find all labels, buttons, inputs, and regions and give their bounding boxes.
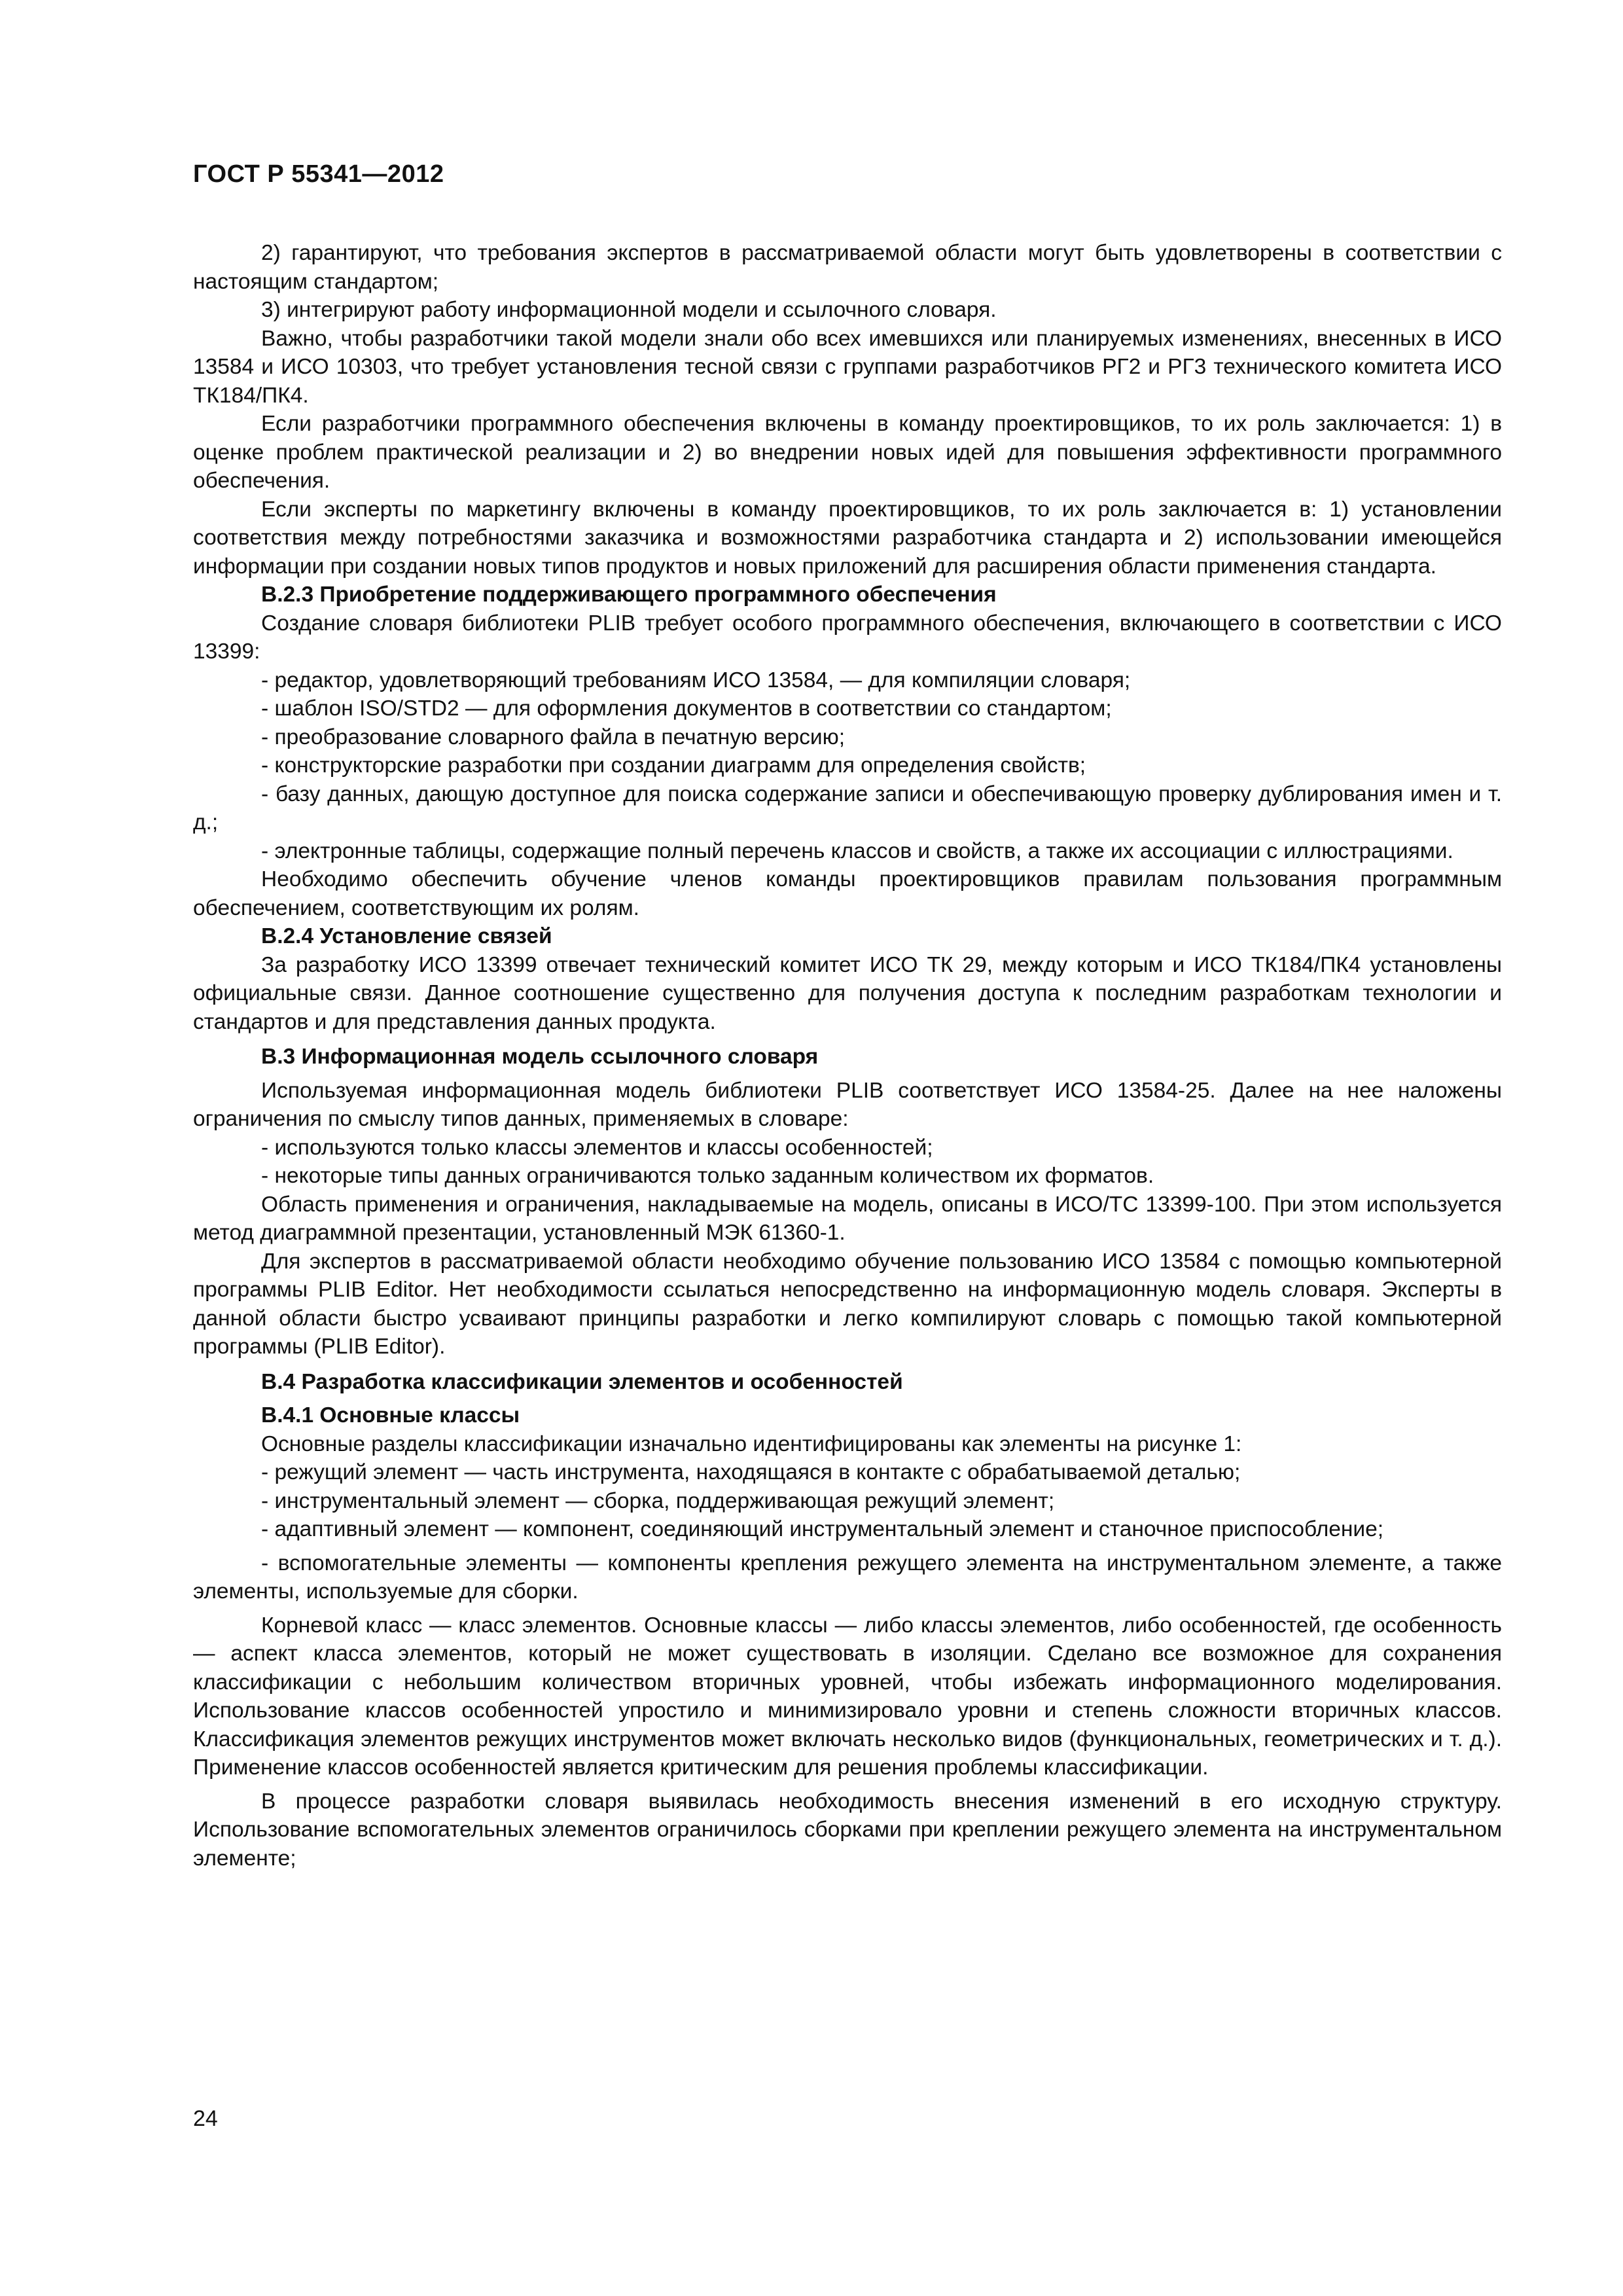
list-item: - шаблон ISO/STD2 — для оформления документов в соответствии со стандартом; [261,696,1112,721]
paragraph: Область применения и ограничения, накладываемые на модель, описаны в ИСО/ТС 13399-100. При этом используется метод диаграммной презентации, установленный МЭК 61360-1. [193,1192,1502,1245]
page-number: 24 [193,2106,218,2131]
document-header: ГОСТ Р 55341—2012 [193,160,444,188]
list-item: - преобразование словарного файла в печатную версию; [261,725,846,749]
paragraph: Для экспертов в рассматриваемой области необходимо обучение пользованию ИСО 13584 с помощью компьютерной программы PLIB Editor. Нет необходимости ссылаться непосредственно на информационную модель словаря. Эксперты в данной области быстро усваивают принципы разработки и легко компилируют словарь с помощью такой компьютерной программы (PLIB Editor). [193,1249,1502,1359]
list-item: - некоторые типы данных ограничиваются только заданным количеством их форматов. [261,1164,1154,1188]
list-item: - режущий элемент — часть инструмента, находящаяся в контакте с обрабатываемой деталью; [261,1460,1241,1484]
paragraph: Если эксперты по маркетингу включены в команду проектировщиков, то их роль заключается в: 1) установлении соответствия между потребностями заказчика и возможностями разработчика стандарта и 2) использовании имеющейся информации при создании новых типов продуктов и новых приложений для расширения области применения стандарта. [193,497,1502,579]
list-item: - используются только классы элементов и классы особенностей; [261,1135,933,1160]
list-item: 3) интегрируют работу информационной модели и ссылочного словаря. [261,298,997,322]
list-item: - инструментальный элемент — сборка, поддерживающая режущий элемент; [261,1488,1055,1513]
list-item: - адаптивный элемент — компонент, соединяющий инструментальный элемент и станочное приспособление; [261,1517,1384,1541]
section-heading-b-3: В.3 Информационная модель ссылочного словаря [261,1045,819,1069]
paragraph: Создание словаря библиотеки PLIB требует особого программного обеспечения, включающего в соответствии с ИСО 13399: [193,611,1502,664]
list-item: - конструкторские разработки при создании диаграмм для определения свойств; [261,753,1086,778]
section-heading-b-4-1: В.4.1 Основные классы [261,1403,520,1427]
list-item: - редактор, удовлетворяющий требованиям ИСО 13584, — для компиляции словаря; [261,668,1131,692]
list-item: - вспомогательные элементы — компоненты крепления режущего элемента на инструментальном элементе, а также элементы, используемые для сборки. [193,1551,1502,1604]
paragraph: Используемая информационная модель библиотеки PLIB соответствует ИСО 13584-25. Далее на нее наложены ограничения по смыслу типов данных, применяемых в словаре: [193,1078,1502,1131]
list-item: - базу данных, дающую доступное для поиска содержание записи и обеспечивающую проверку дублирования имен и т. д.; [193,781,1502,834]
paragraph: За разработку ИСО 13399 отвечает технический комитет ИСО ТК 29, между которым и ИСО ТК184/ПК4 установлены официальные связи. Данное соотношение существенно для получения доступа к последним разработкам технологии и стандартов и для представления данных продукта. [193,952,1502,1034]
section-heading-b-4: В.4 Разработка классификации элементов и особенностей [261,1369,903,1394]
list-item: - электронные таблицы, содержащие полный перечень классов и свойств, а также их ассоциации с иллюстрациями. [261,838,1454,863]
paragraph: Корневой класс — класс элементов. Основные классы — либо классы элементов, либо особенностей, где особенность — аспект класса элементов, который не может существовать в изоляции. Сделано все возможное для сохранения классификации с небольшим количеством вторичных уровней, чтобы избежать информационного моделирования. Использование классов особенностей упростило и минимизировало уровни и степень сложности вторичных классов. Классификация элементов режущих инструментов может включать несколько видов (функциональных, геометрических и т. д.). Применение классов особенностей является критическим для решения проблемы классификации. [193,1613,1502,1780]
section-heading-b-2-4: В.2.4 Установление связей [261,924,552,948]
paragraph: Необходимо обеспечить обучение членов команды проектировщиков правилам пользования программным обеспечением, соответствующим их ролям. [193,867,1502,920]
document-body [193,239,1502,1873]
paragraph: Важно, чтобы разработчики такой модели знали обо всех имевшихся или планируемых изменениях, внесенных в ИСО 13584 и ИСО 10303, что требует установления тесной связи с группами разработчиков РГ2 и РГ3 технического комитета ИСО ТК184/ПК4. [193,326,1502,408]
list-item: 2) гарантируют, что требования экспертов в рассматриваемой области могут быть удовлетворены в соответствии с настоящим стандартом; [193,241,1502,294]
section-heading-b-2-3: В.2.3 Приобретение поддерживающего программного обеспечения [261,583,997,607]
paragraph: Основные разделы классификации изначально идентифицированы как элементы на рисунке 1: [261,1431,1242,1456]
paragraph: В процессе разработки словаря выявилась необходимость внесения изменений в его исходную структуру. Использование вспомогательных элементов ограничилось сборками при креплении режущего элемента на инструментальном элементе; [193,1789,1502,1871]
paragraph: Если разработчики программного обеспечения включены в команду проектировщиков, то их роль заключается: 1) в оценке проблем практической реализации и 2) во внедрении новых идей для повышения эффективности программного обеспечения. [193,412,1502,493]
